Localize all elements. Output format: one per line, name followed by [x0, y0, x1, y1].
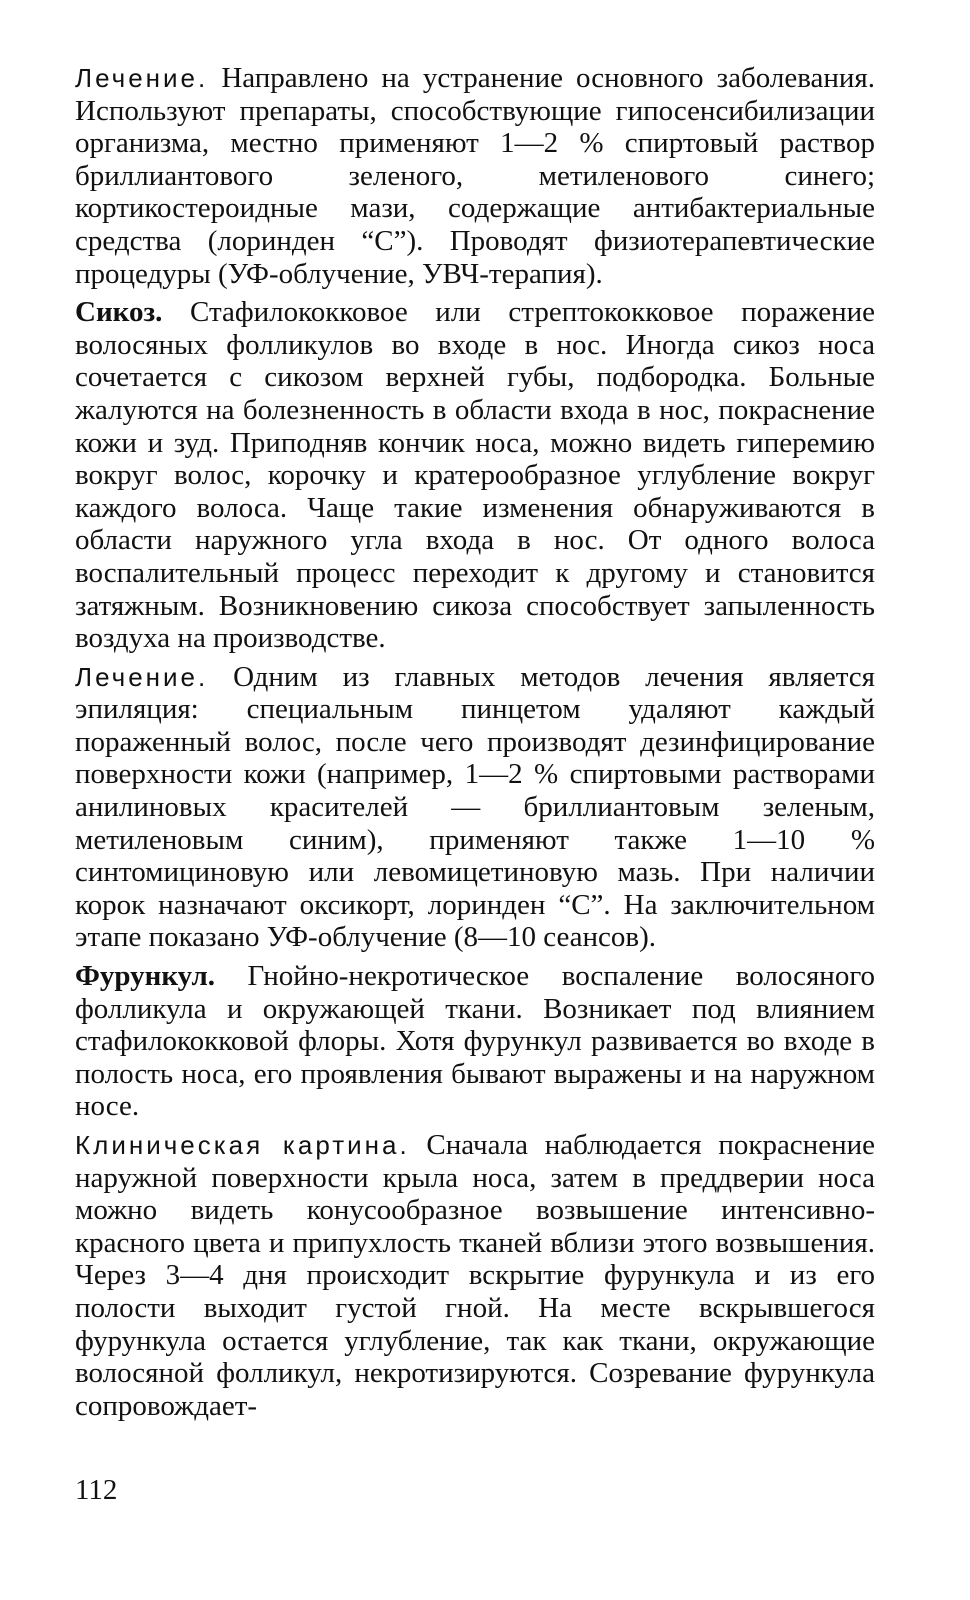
paragraph-heading: Лечение. — [75, 661, 209, 692]
paragraph-heading: Клиническая картина. — [75, 1130, 410, 1160]
paragraph-text: Стафилококковое или стрептококковое поражение волосяных фолликулов во входе в нос. Иногда сикоз носа сочетается с сикозом верхней губы, подбородка. Больные жалуются на болезненность в области входа в нос, покраснение кожи и зуд. Приподняв кончик носа, можно видеть гиперемию вокруг волос, корочку и кратерообразное углубление вокруг каждого волоса. Чаще такие изменения обнаруживаются в области наружного угла входа в нос. От одного волоса воспалительный процесс переходит к другому и становится затяжным. Возникновению сикоза способствует запыленность воздуха на производстве. — [75, 296, 875, 655]
paragraph-text: Одним из главных методов лечения является эпиляция: специальным пинцетом удаляют каждый пораженный волос, после чего производят дезинфицирование поверхности кожи (например, 1—2 % спиртовыми растворами анилиновых красителей — бриллиантовым зеленым, метиленовым синим), применяют также 1—10 % синтомициновую или левомицетиновую мазь. При наличии корок назначают оксикорт, лоринден “С”. На заключительном этапе показано УФ-облучение (8—10 сеансов). — [75, 660, 875, 954]
paragraph-clinical-picture — [75, 1129, 875, 1422]
paragraph-text: Направлено на устранение основного заболевания. Используют препараты, способствующие гипосенсибилизации организма, местно применяют 1—2 % спиртовый раствор бриллиантового зеленого, метиленового синего; кортикостероидные мази, содержащие антибактериальные средства (лоринден “С”). Проводят физиотерапевтические процедуры (УФ-облучение, УВЧ-терапия). — [75, 62, 875, 290]
paragraph-furuncle — [75, 960, 875, 1123]
paragraph-text: Гнойно-некротическое воспаление волосяного фолликула и окружающей ткани. Возникает под влиянием стафилококковой флоры. Хотя фурункул развивается во входе в полость носа, его проявления бывают выражены и на наружном носе. — [75, 960, 875, 1123]
page-body — [75, 62, 875, 1428]
paragraph-treatment-2 — [75, 661, 875, 954]
paragraph-text: Сначала наблюдается покраснение наружной поверхности крыла носа, затем в преддверии носа можно видеть конусообразное возвышение интенсивно-красного цвета и припухлость тканей вблизи этого возвышения. Через 3—4 дня происходит вскрытие фурункула и из его полости выходит густой гной. На месте вскрывшегося фурункула остается углубление, так как ткани, окружающие волосяной фолликул, некротизируются. Созревание фурункула сопровождает- — [75, 1129, 875, 1422]
paragraph-treatment-1 — [75, 62, 875, 290]
paragraph-heading: Лечение. — [75, 63, 209, 93]
paragraph-heading: Сикоз. — [75, 296, 163, 329]
paragraph-heading: Фурункул. — [75, 960, 215, 993]
paragraph-sycosis — [75, 296, 875, 655]
page-number: 112 — [75, 1474, 118, 1506]
